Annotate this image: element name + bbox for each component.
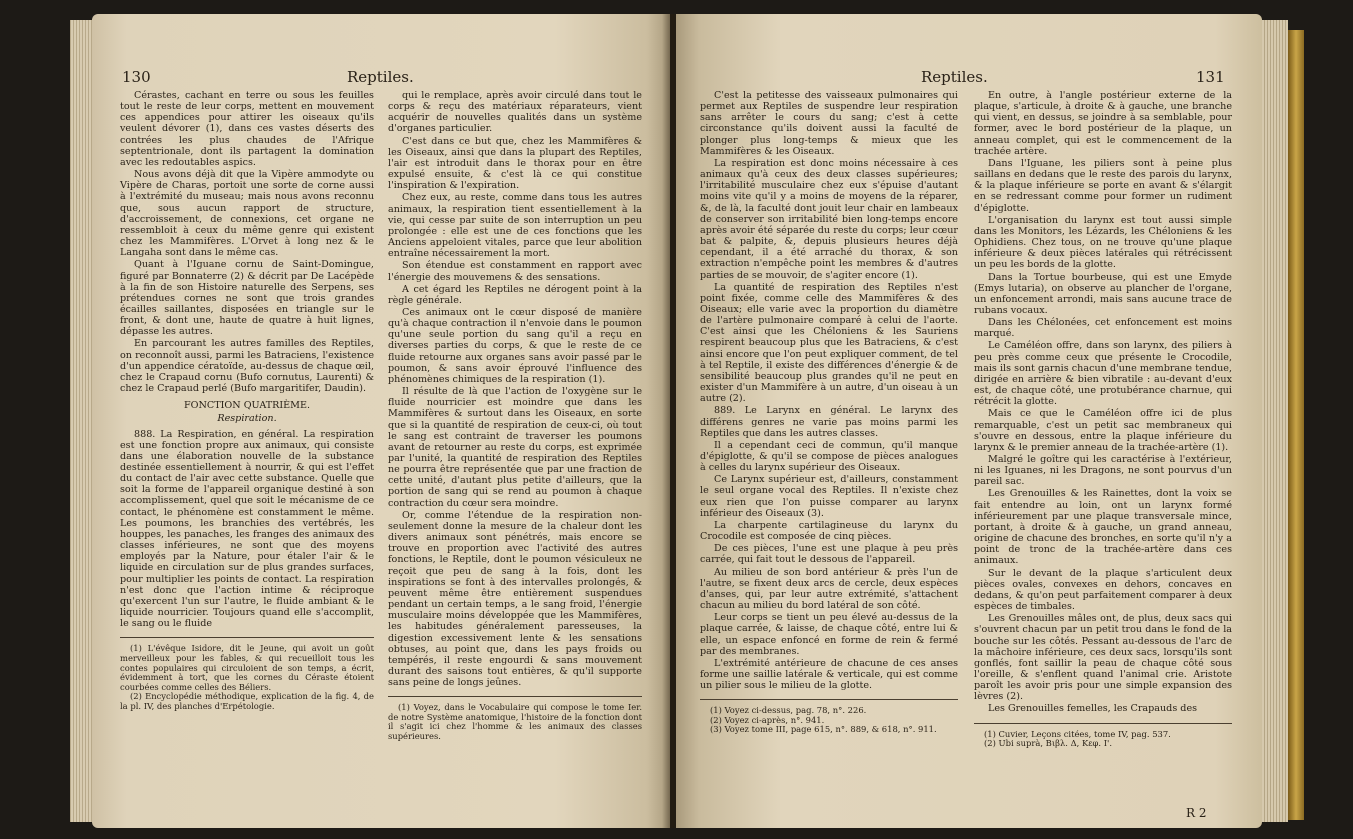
footnote-rule — [700, 699, 958, 700]
paragraph: De ces pièces, l'une est une plaque à peu près carrée, qui fait tout le dessous de l'appareil. — [700, 543, 958, 566]
paragraph: 889. Le Larynx en général. Le larynx des différens genres ne varie pas moins parmi les Reptiles que dans les autres classes. — [700, 405, 958, 439]
paragraph: Au milieu de son bord antérieur & près l'un de l'autre, se fixent deux arcs de cercle, deux espèces d'anses, qui, par leur autre extrémité, s'attachent chacun au milieu du bord latéral de son côté. — [700, 566, 958, 612]
paragraph: L'organisation du larynx est tout aussi simple dans les Monitors, les Lézards, les Chéloniens & les Ophidiens. Chez tous, on ne trouve qu'une plaque inférieure & deux pièces latérales qui rétrécissent un peu les bords de la glotte. — [974, 214, 1232, 271]
paragraph: C'est la petitesse des vaisseaux pulmonaires qui permet aux Reptiles de suspendre leur respiration sans arrêter le cours du sang; c'est à cette circonstance qu'ils doivent aussi la faculté de plonger plus long-temps & mieux que les Mammifères & les Oiseaux. — [700, 90, 958, 157]
paragraph: A cet égard les Reptiles ne dérogent point à la règle générale. — [388, 283, 642, 306]
paragraph: Nous avons déjà dit que la Vipère ammodyte ou Vipère de Charas, portoit une sorte de corne aussi à l'extrémité du museau; mais nous avons reconnu que, sous aucun rapport de structure, d'accroissement, de connexions, cet organe ne ressembloit à ceux du même genre qui existent chez les Mammifères. L'Orvet à long nez & le Langaha sont dans le même cas. — [120, 169, 374, 259]
paragraph: Le Caméléon offre, dans son larynx, des piliers à peu près comme ceux que présente le Crocodile, mais ils sont garnis chacun d'une membrane tendue, dirigée en arrière & bien vibratile : au-devant d'eux est, de chaque côté, une protubérance charnue, qui rétrécit la glotte. — [974, 340, 1232, 408]
paragraph: Sur le devant de la plaque s'articulent deux pièces ovales, convexes en dehors, concaves en dedans, & qu'on peut parfaitement comparer à deux espèces de timbales. — [974, 567, 1232, 613]
right-column-1 — [700, 90, 958, 735]
paragraph: C'est dans ce but que, chez les Mammifères & les Oiseaux, ainsi que dans la plupart des Reptiles, l'air est introduit dans le thorax pour en être expulsé ensuite, & c'est là ce qui constitue l'inspiration & l'expiration. — [388, 135, 642, 192]
page-number-left: 130 — [122, 68, 151, 86]
page-number-right: 131 — [1196, 68, 1225, 86]
right-page — [676, 14, 1262, 828]
paragraph: Chez eux, au reste, comme dans tous les autres animaux, la respiration tient essentiellement à la vie, qui cesse par suite de son interruption un peu prolongée : elle est une de ces fonctions que les Anciens appeloient vitales, parce que leur abolition entraîne nécessairement la mort. — [388, 192, 642, 260]
paragraph: Malgré le goître qui les caractérise à l'extérieur, ni les Iguanes, ni les Dragons, ne sont pourvus d'un pareil sac. — [974, 454, 1232, 488]
left-column-2 — [388, 90, 642, 742]
paragraph: Ces animaux ont le cœur disposé de manière qu'à chaque contraction il n'envoie dans le poumon qu'une seule portion du sang qu'il a reçu en diverses parties du corps, & que le reste de ce fluide retourne aux organes sans avoir passé par le poumon, & sans avoir éprouvé l'influence des phénomènes chimiques de la respiration (1). — [388, 306, 642, 385]
paragraph: En parcourant les autres familles des Reptiles, on reconnoît aussi, parmi les Batraciens, l'existence d'un appendice cératoïde, au-dessus de chaque œil, chez le Crapaud cornu (Bufo cornutus, Laurenti) & chez le Crapaud perlé (Bufo margaritifer, Daudin). — [120, 338, 374, 395]
footnotes — [120, 644, 374, 711]
paragraph: 888. La Respiration, en général. La respiration est une fonction propre aux animaux, qui consiste dans une élaboration nouvelle de la substance destinée essentiellement à nourrir, & qui est l'effet du contact de l'air avec cette substance. Quelle que soit la forme de l'appareil organique destiné à son accomplissement, quel que soit le mécanisme de ce contact, le phénomène est constamment le même. Les poumons, les branchies des vertébrés, les houppes, les panaches, les franges des animaux des classes inférieures, ne sont que des moyens employés par la Nature, pour étaler l'air & le liquide en circulation sur de plus grandes surfaces, pour multiplier les points de contact. La respiration n'est donc que l'action intime & réciproque qu'exercent l'un sur l'autre, le fluide ambiant & le liquide nourricier. Toujours quand elle s'accomplit, le sang ou le fluide — [120, 428, 374, 630]
footnote: (1) Cuvier, Leçons citées, tome IV, pag. 537. — [984, 728, 1171, 739]
paragraph: Les Grenouilles femelles, les Crapauds des — [988, 703, 1198, 715]
signature-mark: R 2 — [1186, 806, 1207, 820]
paragraph: Or, comme l'étendue de la respiration non-seulement donne la mesure de la chaleur dont les divers animaux sont pénétrés, mais encore se trouve en proportion avec l'activité des autres fonctions, le Reptile, dont le poumon vésiculeux ne reçoit que peu de sang à la fois, dont les inspirations se font à des intervalles prolongés, & peuvent même être entièrement suspendues pendant un certain temps, a le sang froid, l'énergie musculaire moins développée que les Mammifères, les habitudes généralement paresseuses, la digestion excessivement lente & les sensations obtuses, au point que, dans les pays froids ou tempérés, il reste engourdi & sans mouvement durant des saisons tout entières, & qu'il supporte sans peine de longs jeûnes. — [388, 509, 642, 689]
footnote: (1) Voyez ci-dessus, pag. 78, n°. 226. — [710, 705, 867, 716]
paragraph: Cérastes, cachant en terre ou sous les feuilles tout le reste de leur corps, mettent en mouvement ces appendices pour attirer les oiseaux qu'ils veulent dévorer (1), dans ces vastes déserts des contrées les plus chaudes de l'Afrique septentrionale, dont ils partagent la domination avec les redoutables aspics. — [120, 90, 374, 168]
running-header-left: Reptiles. — [347, 68, 414, 86]
footnotes — [388, 703, 642, 741]
footnotes — [974, 730, 1232, 749]
paragraph: La charpente cartilagineuse du larynx du Crocodile est composée de cinq pièces. — [700, 519, 958, 543]
footnote-rule — [120, 637, 374, 638]
left-page — [92, 14, 670, 828]
footnote: (3) Voyez tome III, page 615, n°. 889, & 618, n°. 911. — [710, 724, 937, 735]
paragraph: Mais ce que le Caméléon offre ici de plus remarquable, c'est un petit sac membraneux qui s'ouvre en dessous, entre la plaque inférieure du larynx & le premier anneau de la trachée-artère (1). — [974, 408, 1232, 453]
gilt-edge — [1288, 30, 1304, 820]
paragraph: La respiration est donc moins nécessaire à ces animaux qu'à ceux des deux classes supérieures; l'irritabilité musculaire chez eux s'épuise d'autant moins vite qu'il y a moins de moyens de la réparer, &, de là, la faculté dont jouit leur chair en lambeaux de conserver son irritabilité bien long-temps encore après avoir été séparée du reste du corps; leur cœur bat & palpite, &, depuis plusieurs heures déjà cependant, il a été arraché du thorax, & son extraction n'empêche point les membres & d'autres parties de se mouvoir, de s'agiter encore (1). — [700, 157, 958, 281]
section-title: FONCTION QUATRIÈME. — [183, 400, 311, 412]
paragraph: Dans l'Iguane, les piliers sont à peine plus saillans en dedans que le reste des parois du larynx, & la plaque inférieure se porte en avant & s'élargit en se redressant comme pour former un rudiment d'épiglotte. — [974, 157, 1232, 214]
paragraph: Il résulte de là que l'action de l'oxygène sur le fluide nourricier est moindre que dans les Mammifères & surtout dans les Oiseaux, en sorte que si la quantité de respiration de ceux-ci, où tout le sang est contraint de traverser les poumons avant de retourner au reste du corps, est exprimée par l'unité, la quantité de respiration des Reptiles ne pourra être représentée que par une fraction de cette unité, d'autant plus petite d'ailleurs, que la portion de sang qui se rend au poumon à chaque contraction du cœur sera moindre. — [388, 386, 642, 509]
footnote: (1) Voyez, dans le Vocabulaire qui compose le tome Ier. de notre Système anatomique, l'histoire de la fonction dont il s'agit ici chez l'homme & les animaux des classes supérieures. — [388, 702, 642, 742]
paragraph: En outre, à l'angle postérieur externe de la plaque, s'articule, à droite & à gauche, une branche qui vient, en dessus, se joindre à sa semblable, pour former, avec le bord postérieur de la plaque, un anneau complet, qui est le commencement de la trachée artère. — [974, 90, 1232, 157]
right-column-2 — [974, 90, 1232, 749]
paragraph: Son étendue est constamment en rapport avec l'énergie des mouvemens & des sensations. — [388, 260, 642, 283]
footnote: (2) Voyez ci-après, n°. 941. — [710, 714, 825, 725]
paragraph: La quantité de respiration des Reptiles n'est point fixée, comme celle des Mammifères & des Oiseaux; elle varie avec la proportion du diamètre de l'artère pulmonaire comparé à celui de l'aorte. C'est ainsi que les Chéloniens & les Sauriens respirent beaucoup plus que les Batraciens, & c'est ainsi encore que l'on peut expliquer comment, de tel à tel Reptile, il existe des différences d'énergie & de sensibilité beaucoup plus grandes qu'il ne peut en exister d'un Mammifère à un autre, d'un oiseau à un autre (2). — [700, 281, 958, 405]
paragraph: Les Grenouilles mâles ont, de plus, deux sacs qui s'ouvrent chacun par un petit trou dans le fond de la bouche sur les côtés. Pessant au-dessous de l'arc de la mâchoire inférieure, ces deux sacs, lorsqu'ils sont gonflés, font saillir la peau de chaque côté sous l'oreille, & s'enflent quand l'animal crie. Aristote paroît les avoir pris pour une simple expansion des lèvres (2). — [974, 613, 1232, 703]
paragraph: L'extrémité antérieure de chacune de ces anses forme une saillie latérale & verticale, qui est comme un pilier sous le milieu de la glotte. — [700, 657, 958, 692]
footnote-rule — [388, 696, 642, 697]
footnote: (2) Ubi suprà, Βιβλ. Δ, Κεφ. Ι'. — [984, 738, 1113, 749]
paragraph: Dans la Tortue bourbeuse, qui est une Emyde (Emys lutaria), on observe au plancher de l'organe, un enfoncement arrondi, mais sans aucune trace de rubans vocaux. — [974, 271, 1232, 316]
page-edges-right — [1262, 20, 1288, 822]
paragraph: Leur corps se tient un peu élevé au-dessus de la plaque carrée, & laisse, de chaque côté, entre lui & elle, un espace enfoncé en forme de rein & fermé par des membranes. — [700, 612, 958, 657]
paragraph: Dans les Chélonées, cet enfoncement est moins marqué. — [974, 317, 1232, 340]
footnote: (1) L'évêque Isidore, dit le Jeune, qui avoit un goût merveilleux pour les fables, & qui recueilloit tous les contes populaires qui circuloient de son temps, a écrit, évidemment à tort, que les cornes du Céraste étoient courbées comme celles des Béliers. — [120, 643, 374, 692]
paragraph: Quant à l'Iguane cornu de Saint-Domingue, figuré par Bonnaterre (2) & décrit par De Lacépède à la fin de son Histoire naturelle des Serpens, ses prétendues cornes ne sont que trois grandes écailles saillantes, disposées en triangle sur le front, & dont une, haute de quatre à huit lignes, dépasse les autres. — [120, 259, 374, 338]
footnote-rule — [974, 723, 1232, 724]
section-subtitle: Respiration. — [217, 413, 277, 425]
paragraph: Il a cependant ceci de commun, qu'il manque d'épiglotte, & qu'il se compose de pièces analogues à celles du larynx supérieur des Oiseaux. — [700, 439, 958, 474]
left-column-1 — [120, 90, 374, 712]
footnote: (2) Encyclopédie méthodique, explication de la fig. 4, de la pl. IV, des planches d'Erpétologie. — [120, 691, 374, 711]
running-header-right: Reptiles. — [921, 68, 988, 86]
footnotes — [700, 706, 958, 735]
page-edges-left — [70, 20, 94, 822]
paragraph: qui le remplace, après avoir circulé dans tout le corps & reçu des matériaux réparateurs, vient acquérir de nouvelles qualités dans un système d'organes particulier. — [388, 90, 642, 135]
paragraph: Ce Larynx supérieur est, d'ailleurs, constamment le seul organe vocal des Reptiles. Il n'existe chez eux rien que l'on puisse comparer au larynx inférieur des Oiseaux (3). — [700, 474, 958, 519]
paragraph: Les Grenouilles & les Rainettes, dont la voix se fait entendre au loin, ont un larynx formé inférieurement par une plaque transversale mince, portant, à droite & à gauche, un grand anneau, origine de chacune des bronches, en sorte qu'il n'y a point de tronc de la trachée-artère dans ces animaux. — [974, 488, 1232, 567]
